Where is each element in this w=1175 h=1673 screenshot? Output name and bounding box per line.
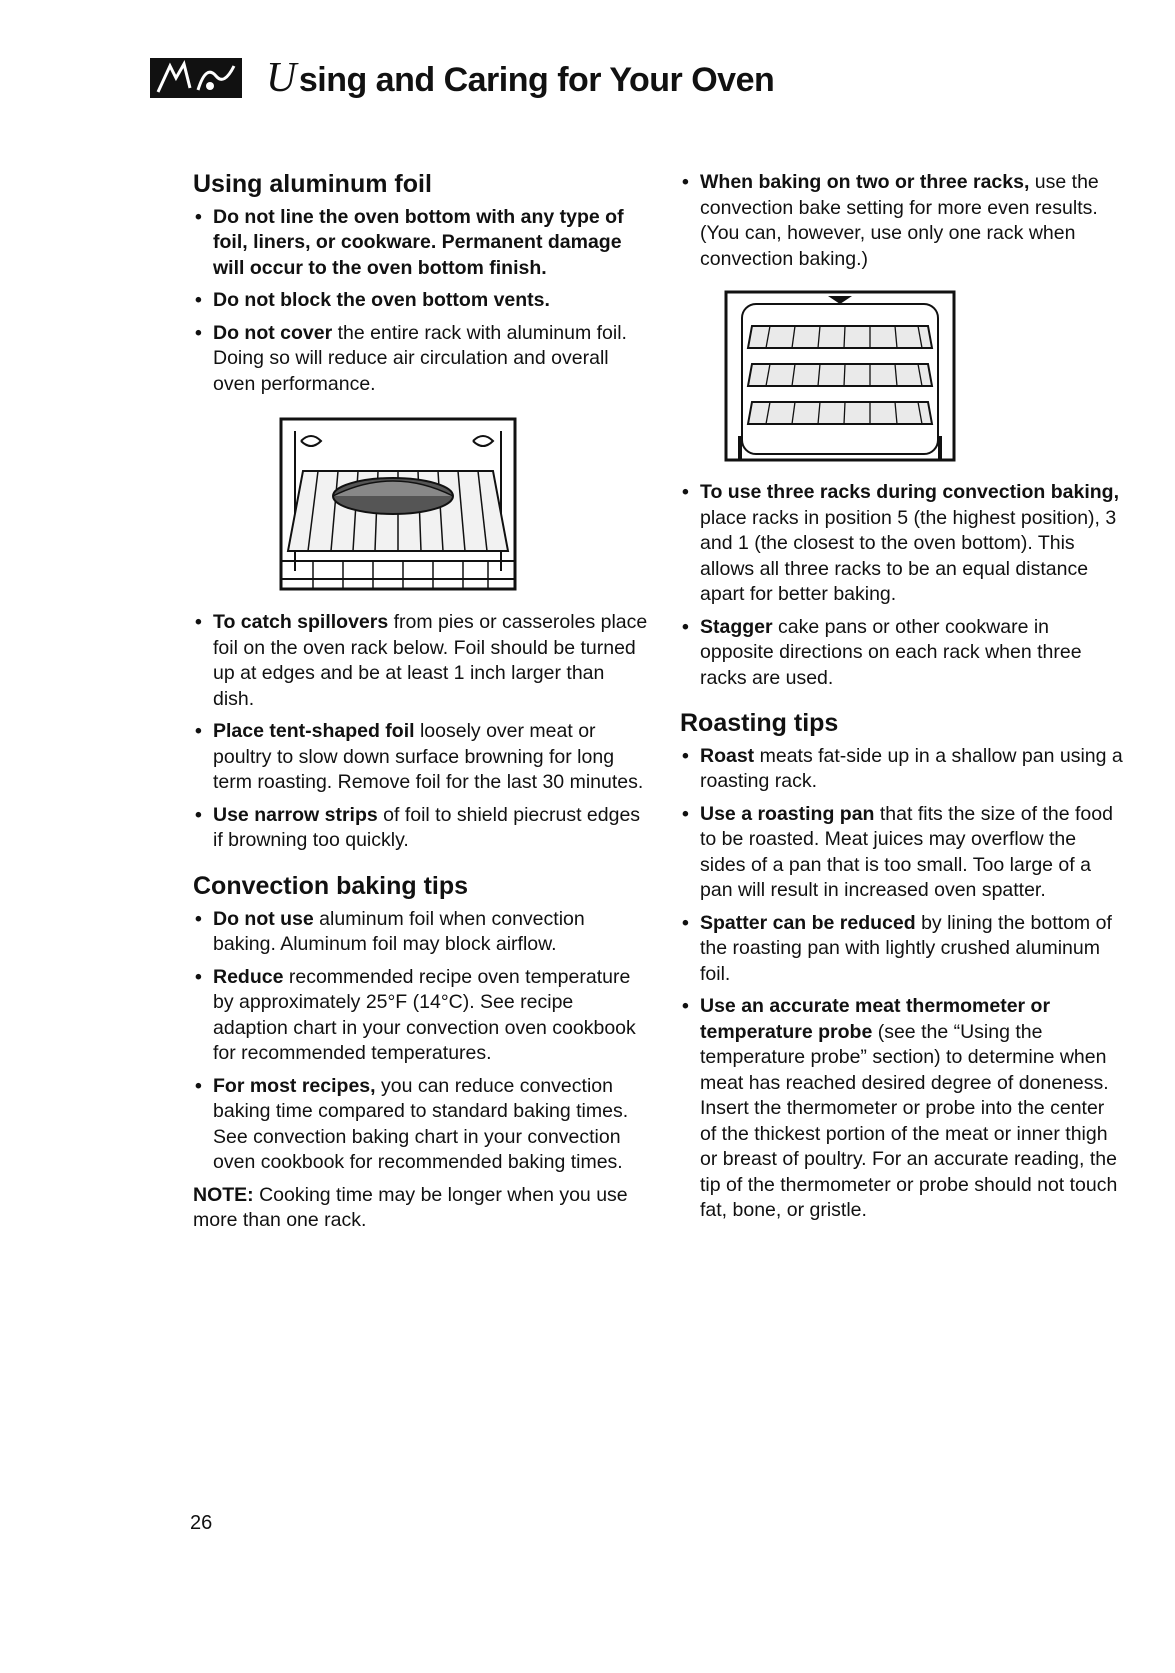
list-item [193,205,648,282]
page-number: 26 [190,1512,213,1534]
foil-heading: Using aluminum foil [193,170,432,198]
list-item-text: recommended recipe oven temperature by approximately 25°F (14°C). See recipe adaption chart in your convection oven cookbook for recommended temperatures. [213,965,636,1064]
note-label: NOTE: [193,1183,254,1206]
page-title [266,54,774,102]
list-item-text: place racks in position 5 (the highest position), 3 and 1 (the closest to the oven bottom). This allows all three racks to be an equal distance apart for better baking. [700,506,1117,605]
list-item [680,802,1125,904]
list-item-text: of foil to shield piecrust edges if browning too quickly. [213,803,641,852]
oven-rack-foil-illustration [273,411,523,596]
list-item-text: aluminum foil when convection baking. Aluminum foil may block airflow. [213,907,585,955]
list-item-text: cake pans or other cookware in opposite directions on each rack when three racks are used. [700,615,1082,689]
convection-heading: Convection baking tips [193,871,469,900]
title-rest: sing and Caring for Your Oven [298,61,775,99]
convection-list-right [680,480,1125,691]
list-item-bold: Roast [700,744,755,767]
list-item-text: use the convection bake setting for more even results. (You can, however, use only one rack when convection baking.) [700,171,1099,270]
list-item [680,911,1125,988]
list-item-text: that fits the size of the food to be roasted. Meat juices may overflow the sides of a pan that is too small. Too large of a pan will result in increased oven spatter. [700,802,1113,902]
convection-list [193,907,648,1176]
note-text: Cooking time may be longer when you use more than one rack. [193,1183,628,1231]
foil-list [193,205,648,398]
list-item [680,170,1125,272]
list-item [193,288,648,314]
list-item-text: by lining the bottom of the roasting pan with lightly crushed aluminum foil. [700,911,1112,985]
list-item [680,744,1125,795]
list-item-text: meats fat-side up in a shallow pan using a roasting rack. [700,744,1123,793]
list-item-bold: Do not use [213,907,314,930]
list-item-bold: Use a roasting pan [700,802,875,825]
list-item-bold: Spatter can be reduced [700,911,916,934]
list-item-bold: Do not line the oven bottom with any type of foil, liners, or cookware. Permanent damage will occur to the oven bottom finish. [213,205,624,279]
list-item [193,610,648,712]
convection-list-continued [680,170,1125,272]
list-item-bold: Place tent-shaped foil [213,720,415,743]
list-item-bold: Reduce [213,965,284,988]
list-item [680,994,1125,1224]
list-item [193,1074,648,1176]
list-item [193,719,648,796]
list-item-text: you can reduce convection baking time compared to standard baking times. See convection baking chart in your convection oven cookbook for recommended baking times. [213,1074,629,1173]
list-item-text: from pies or casseroles place foil on the oven rack below. Foil should be turned up at edges and be at least 1 inch larger than dish. [213,611,648,710]
list-item-bold: When baking on two or three racks, [700,171,1030,193]
list-item-bold: Use narrow strips [213,803,378,826]
foil-list-continued [193,610,648,854]
list-item-bold: To use three racks during convection baking, [700,481,1119,503]
list-item-bold: Do not cover [213,321,333,344]
list-item-text: loosely over meat or poultry to slow down surface browning for long term roasting. Remove foil for the last 30 minutes. [213,720,644,794]
note [193,1183,648,1234]
list-item [193,907,648,958]
list-item-bold: Stagger [700,615,773,638]
left-column [193,170,648,1234]
roasting-list [680,744,1125,1224]
list-item-bold: To catch spillovers [213,611,389,634]
list-item-bold: For most recipes, [213,1074,376,1097]
right-column [680,170,1125,1231]
list-item-bold: Use an accurate meat thermometer or temperature probe [700,995,1051,1043]
oven-logo-icon [150,58,242,98]
list-item-text: the entire rack with aluminum foil. Doing so will reduce air circulation and overall oven performance. [213,321,627,395]
list-item-text: (see the “Using the temperature probe” section) to determine when meat has reached desired degree of doneness. Insert the thermometer or probe into the center of the thickest portion of the meat or inner thigh or breast of poultry. For an accurate reading, the tip of the thermometer or probe should not touch fat, bone, or gristle. [700,1020,1118,1222]
roasting-heading: Roasting tips [680,709,839,737]
title-initial: U [266,55,296,101]
list-item [193,321,648,398]
page-header [150,50,774,106]
list-item [680,480,1125,608]
list-item-bold: Do not block the oven bottom vents. [213,289,550,312]
three-racks-illustration [720,286,960,466]
list-item [680,615,1125,692]
list-item [193,803,648,854]
list-item [193,965,648,1067]
